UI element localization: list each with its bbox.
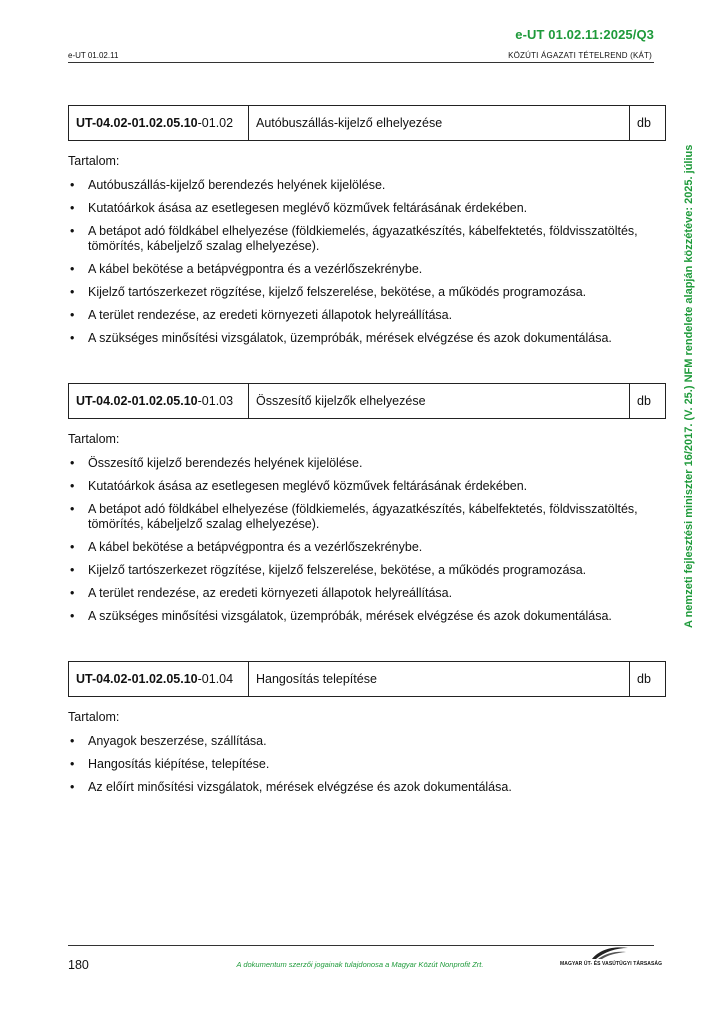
list-item: • A szükséges minősítési vizsgálatok, üzempróbák, mérések elvégzése és azok dokumentálása.: [68, 609, 668, 624]
list-item: • A betápot adó földkábel elhelyezése (földkiemelés, ágyazatkészítés, kábelfektetés, földvisszatöltés, tömörítés, kábeljelző szalag elhelyezése).: [68, 502, 668, 532]
list-item: • Hangosítás kiépítése, telepítése.: [68, 757, 668, 772]
list-item: • A kábel bekötése a betápvégpontra és a vezérlőszekrénybe.: [68, 262, 668, 277]
item-table: [68, 105, 666, 141]
content-list: [68, 734, 668, 803]
list-item: • Autóbuszállás-kijelző berendezés helyének kijelölése.: [68, 178, 668, 193]
list-item: • Az előírt minősítési vizsgálatok, mérések elvégzése és azok dokumentálása.: [68, 780, 668, 795]
document-code: e-UT 01.02.11:2025/Q3: [515, 27, 654, 42]
item-code: [69, 662, 249, 696]
list-item: • A betápot adó földkábel elhelyezése (földkiemelés, ágyazatkészítés, kábelfektetés, földvisszatöltés, tömörítés, kábeljelző szalag elhelyezése).: [68, 224, 668, 254]
content-label: Tartalom:: [68, 710, 120, 724]
list-item: • A szükséges minősítési vizsgálatok, üzempróbák, mérések elvégzése és azok dokumentálása.: [68, 331, 668, 346]
list-item: • Kijelző tartószerkezet rögzítése, kijelző felszerelése, bekötése, a működés programozása.: [68, 285, 668, 300]
list-item: • Kutatóárkok ásása az esetlegesen meglévő közművek feltárásának érdekében.: [68, 201, 668, 216]
logo-text: MAGYAR ÚT- ÉS VASÚTÜGYI TÁRSASÁG: [560, 961, 663, 967]
item-code-suffix: -01.03: [197, 394, 234, 408]
header-left-text: e-UT 01.02.11: [68, 51, 119, 60]
list-item: • Kutatóárkok ásása az esetlegesen meglévő közművek feltárásának érdekében.: [68, 479, 668, 494]
item-code-bold: UT-04.02-01.02.05.10: [76, 116, 198, 130]
item-code: [69, 384, 249, 418]
list-item: • A kábel bekötése a betápvégpontra és a vezérlőszekrénybe.: [68, 540, 668, 555]
item-title: Autóbuszállás-kijelző elhelyezése: [249, 106, 630, 140]
content-label: Tartalom:: [68, 432, 120, 446]
side-publication-note: A nemzeti fejlesztési miniszter 16/2017. (V. 25.) NFM rendelete alapján közzétéve: 2025. július: [683, 144, 695, 628]
content-list: [68, 456, 668, 632]
society-logo: [560, 944, 663, 972]
item-title: Hangosítás telepítése: [249, 662, 630, 696]
content-list: [68, 178, 668, 354]
copyright-notice: A dokumentum szerzői jogainak tulajdonosa a Magyar Közút Nonprofit Zrt.: [236, 960, 484, 969]
list-item: • Kijelző tartószerkezet rögzítése, kijelző felszerelése, bekötése, a működés programozása.: [68, 563, 668, 578]
header-right-text: KÖZÚTI ÁGAZATI TÉTELREND (KÁT): [508, 51, 652, 60]
list-item: • A terület rendezése, az eredeti környezeti állapotok helyreállítása.: [68, 586, 668, 601]
item-code-suffix: -01.04: [197, 672, 234, 686]
item-unit: db: [637, 116, 651, 130]
list-item: • Összesítő kijelző berendezés helyének kijelölése.: [68, 456, 668, 471]
page-number: 180: [68, 958, 89, 972]
list-item: • Anyagok beszerzése, szállítása.: [68, 734, 668, 749]
item-table: [68, 661, 666, 697]
content-label: Tartalom:: [68, 154, 120, 168]
header-rule: [68, 62, 654, 63]
item-code-suffix: -01.02: [197, 116, 234, 130]
item-table: [68, 383, 666, 419]
item-title: Összesítő kijelzők elhelyezése: [249, 384, 630, 418]
swoosh-icon: [590, 945, 630, 961]
item-code-bold: UT-04.02-01.02.05.10: [76, 672, 198, 686]
item-code: [69, 106, 249, 140]
list-item: • A terület rendezése, az eredeti környezeti állapotok helyreállítása.: [68, 308, 668, 323]
item-unit: db: [637, 394, 651, 408]
item-unit: db: [637, 672, 651, 686]
item-code-bold: UT-04.02-01.02.05.10: [76, 394, 198, 408]
